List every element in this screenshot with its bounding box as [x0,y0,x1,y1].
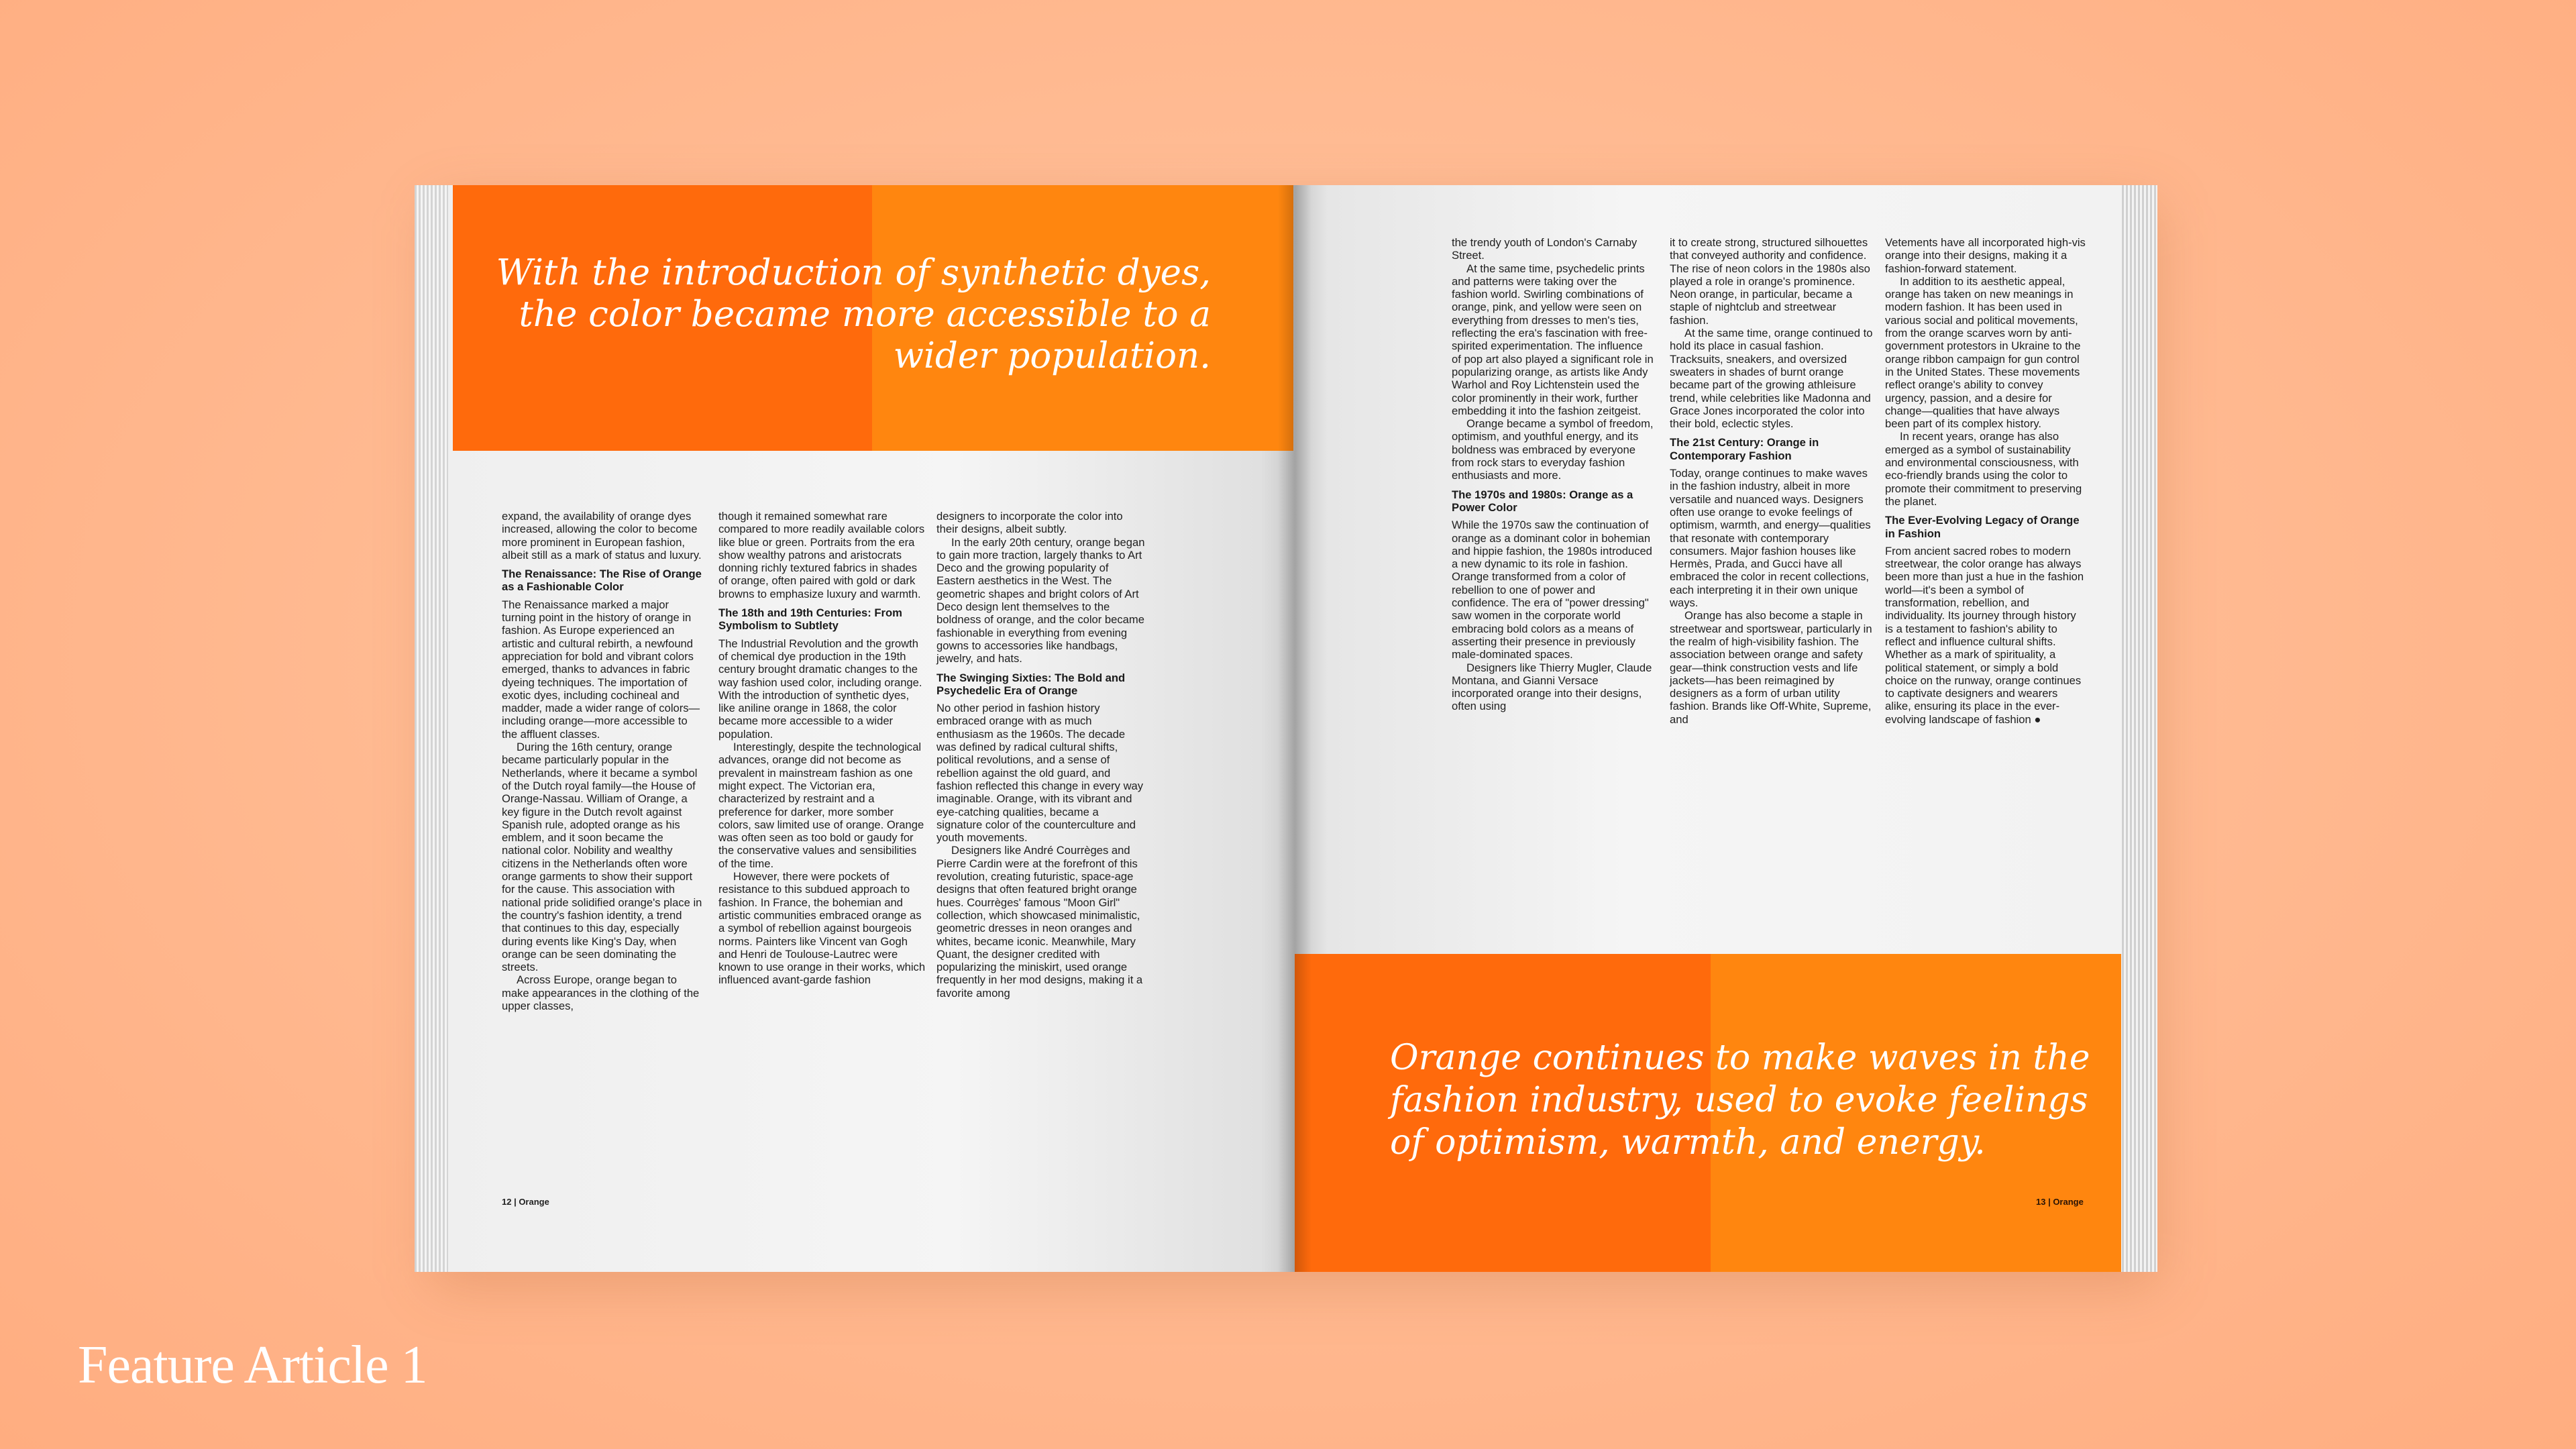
left-folio: 12 | Orange [502,1197,549,1207]
right-column-3 [1885,236,2086,726]
body-paragraph: However, there were pockets of resistance to this subdued approach to fashion. In France, the bohemian and artistic communities embraced orange as a symbol of rebellion against bourgeois norms. Painters like Vincent van Gogh and Henri de Toulouse-Lautrec were known to use orange in their works, which influenced avant-garde fashion [718,870,926,987]
left-column-2 [718,510,926,987]
book-gutter [1278,185,1311,1272]
body-paragraph: At the same time, psychedelic prints and patterns were taking over the fashion world. Swirling combinations of orange, pink, and yellow were seen on everything from dresses to men's ties, reflecting the era's fascination with free-spirited experimentation. The influence of pop art also played a significant role in popularizing orange, as artists like Andy Warhol and Roy Lichtenstein used the color prominently in their work, further embedding it into the fashion zeitgeist. [1452,262,1654,417]
right-page [1295,185,2121,1272]
left-column-1 [502,510,703,1012]
body-paragraph: Designers like André Courrèges and Pierre Cardin were at the forefront of this revolution, creating futuristic, space-age designs that often featured bright orange hues. Courrèges' famous "Moon Girl" collection, which showcased minimalistic, geometric dresses in neon oranges and whites, became iconic. Meanwhile, Mary Quant, the designer credited with popularizing the miniskirt, used orange frequently in her mod designs, making it a favorite among [936,844,1143,1000]
section-heading: The Ever-Evolving Legacy of Orange in Fashion [1885,514,2080,540]
left-column-3 [936,510,1146,1000]
left-pull-quote: With the introduction of synthetic dyes, the color became more accessible to a wider population. [496,252,1211,376]
body-paragraph: The Renaissance marked a major turning point in the history of orange in fashion. As Europe experienced an artistic and cultural rebirth, a newfound appreciation for bold and vibrant colors emerged, thanks to advances in fabric dyeing techniques. The importation of exotic dyes, including cochineal and madder, made a wider range of colors—including orange—more accessible to the affluent classes. [502,598,700,741]
right-orange-banner [1295,954,2121,1272]
body-paragraph: designers to incorporate the color into their designs, albeit subtly. [936,510,1123,536]
body-paragraph: Across Europe, orange began to make appearances in the clothing of the upper classes, [502,973,700,1012]
body-paragraph: While the 1970s saw the continuation of orange as a dominant color in bohemian and hippie fashion, the 1980s introduced a new dynamic to its role in fashion. Orange transformed from a color of rebellion to one of power and confidence. The era of "power dressing" saw women in the corporate world embracing bold colors as a means of asserting their presence in previously male-dominated spaces. [1452,519,1652,661]
left-page [448,185,1295,1272]
body-paragraph: No other period in fashion history embraced orange with as much enthusiasm as the 1960s. The decade was defined by radical cultural shifts, political revolutions, and a sense of rebellion against the old guard, and fashion reflected this change in every way imaginable. Orange, with its vibrant and eye-catching qualities, became a signature color of the counterculture and youth movements. [936,702,1144,845]
section-heading: The 21st Century: Orange in Contemporary Fashion [1670,436,1819,462]
body-paragraph: Vetements have all incorporated high-vis orange into their designs, making it a fashion-forward statement. [1885,236,2086,275]
body-paragraph: Orange has also become a staple in streetwear and sportswear, particularly in the realm of high-visibility fashion. The association between orange and safety gear—think construction vests and life jackets—has been reimagined by designers as a form of urban utility fashion. Brands like Off-White, Supreme, and [1670,609,1872,726]
right-pull-quote: Orange continues to make waves in the fashion industry, used to evoke feelings of optimism, warmth, and energy. [1390,1038,2090,1163]
body-paragraph: During the 16th century, orange became particularly popular in the Netherlands, where it became a symbol of the Dutch royal family—the House of Orange-Nassau. William of Orange, a key figure in the Dutch revolt against Spanish rule, adopted orange as his emblem, and it soon became the national color. Nobility and wealthy citizens in the Netherlands often wore orange garments to show their support for the cause. This association with national pride solidified orange's place in the country's fashion identity, a trend that continues to this day, especially during events like King's Day, when orange can be seen dominating the streets. [502,741,702,974]
section-heading: The Swinging Sixties: The Bold and Psychedelic Era of Orange [936,671,1126,697]
body-paragraph: it to create strong, structured silhouettes that conveyed authority and confidence. The rise of neon colors in the 1980s also played a role in orange's prominence. Neon orange, in particular, became a staple of nightclub and streetwear fashion. [1670,236,1870,327]
body-paragraph: Orange became a symbol of freedom, optimism, and youthful energy, and its boldness was embraced by everyone from rock stars to everyday fashion enthusiasts and more. [1452,417,1654,482]
body-paragraph: Interestingly, despite the technological advances, orange did not become as prevalent in mainstream fashion as one might expect. The Victorian era, characterized by restraint and a preference for darker, more somber colors, saw limited use of orange. Orange was often seen as too bold or gaudy for the conservative values and sensibilities of the time. [718,741,924,870]
body-paragraph: Designers like Thierry Mugler, Claude Montana, and Gianni Versace incorporated orange into their designs, often using [1452,661,1652,713]
body-paragraph: the trendy youth of London's Carnaby Street. [1452,236,1638,262]
body-paragraph: Today, orange continues to make waves in the fashion industry, albeit in more versatile and nuanced ways. Designers often use orange to evoke feelings of optimism, warmth, and energy—qualities that resonate with contemporary consumers. Major fashion houses like Hermès, Prada, and Gucci have all embraced the color in recent collections, each interpreting it in their own unique ways. [1670,467,1871,610]
feature-caption: Feature Article 1 [78,1336,427,1395]
section-heading: The 1970s and 1980s: Orange as a Power Color [1452,488,1633,514]
page-stack-left [415,185,449,1272]
section-heading: The 18th and 19th Centuries: From Symbolism to Subtlety [718,606,902,633]
body-paragraph: In addition to its aesthetic appeal, orange has taken on new meanings in modern fashion. It has been used in various social and political movements, from the orange scarves worn by anti-government protestors in Ukraine to the orange ribbon campaign for gun control in the United States. These movements reflect orange's ability to convey urgency, passion, and a desire for change—qualities that have always been part of its complex history. [1885,274,2081,431]
right-folio: 13 | Orange [2036,1197,2084,1207]
section-heading: The Renaissance: The Rise of Orange as a Fashionable Color [502,568,702,594]
left-orange-banner [453,185,1293,451]
page-stack-right [2120,185,2157,1272]
body-paragraph: At the same time, orange continued to hold its place in casual fashion. Tracksuits, sneakers, and oversized sweaters in shades of burnt orange became part of the growing athleisure trend, while celebrities like Madonna and Grace Jones incorporated the color into their bold, eclectic styles. [1670,327,1873,431]
body-paragraph: From ancient sacred robes to modern streetwear, the color orange has always been more than just a hue in the fashion world—it's been a symbol of transformation, rebellion, and individuality. Its journey through history is a testament to fashion's ability to reflect and influence cultural shifts. Whether as a mark of spirituality, a political statement, or simply a bold choice on the runway, orange continues to captivate designers and wearers alike, ensuring its place in the ever-evolving landscape of fashion ● [1885,544,2084,726]
body-paragraph: expand, the availability of orange dyes increased, allowing the color to become more prominent in European fashion, albeit still as a mark of status and luxury. [502,510,702,561]
right-column-2 [1670,236,1878,726]
body-paragraph: In the early 20th century, orange began to gain more traction, largely thanks to Art Deco and the growing popularity of Eastern aesthetics in the West. The geometric shapes and bright colors of Art Deco design lent themselves to the boldness of orange, and the color became fashionable in everything from evening gowns to accessories like handbags, jewelry, and hats. [936,535,1145,665]
body-paragraph: The Industrial Revolution and the growth of chemical dye production in the 19th century brought dramatic changes to the way fashion used color, including orange. With the introduction of synthetic dyes, like aniline orange in 1868, the color became more accessible to a wider population. [718,637,922,741]
right-column-1 [1452,236,1654,713]
body-paragraph: though it remained somewhat rare compared to more readily available colors like blue or green. Portraits from the era show wealthy patrons and aristocrats donning richly textured fabrics in shades of orange, often paired with gold or dark browns to emphasize luxury and warmth. [718,510,925,600]
body-paragraph: In recent years, orange has also emerged as a symbol of sustainability and environmental consciousness, with eco-friendly brands using the color to promote their commitment to preserving the planet. [1885,430,2082,508]
